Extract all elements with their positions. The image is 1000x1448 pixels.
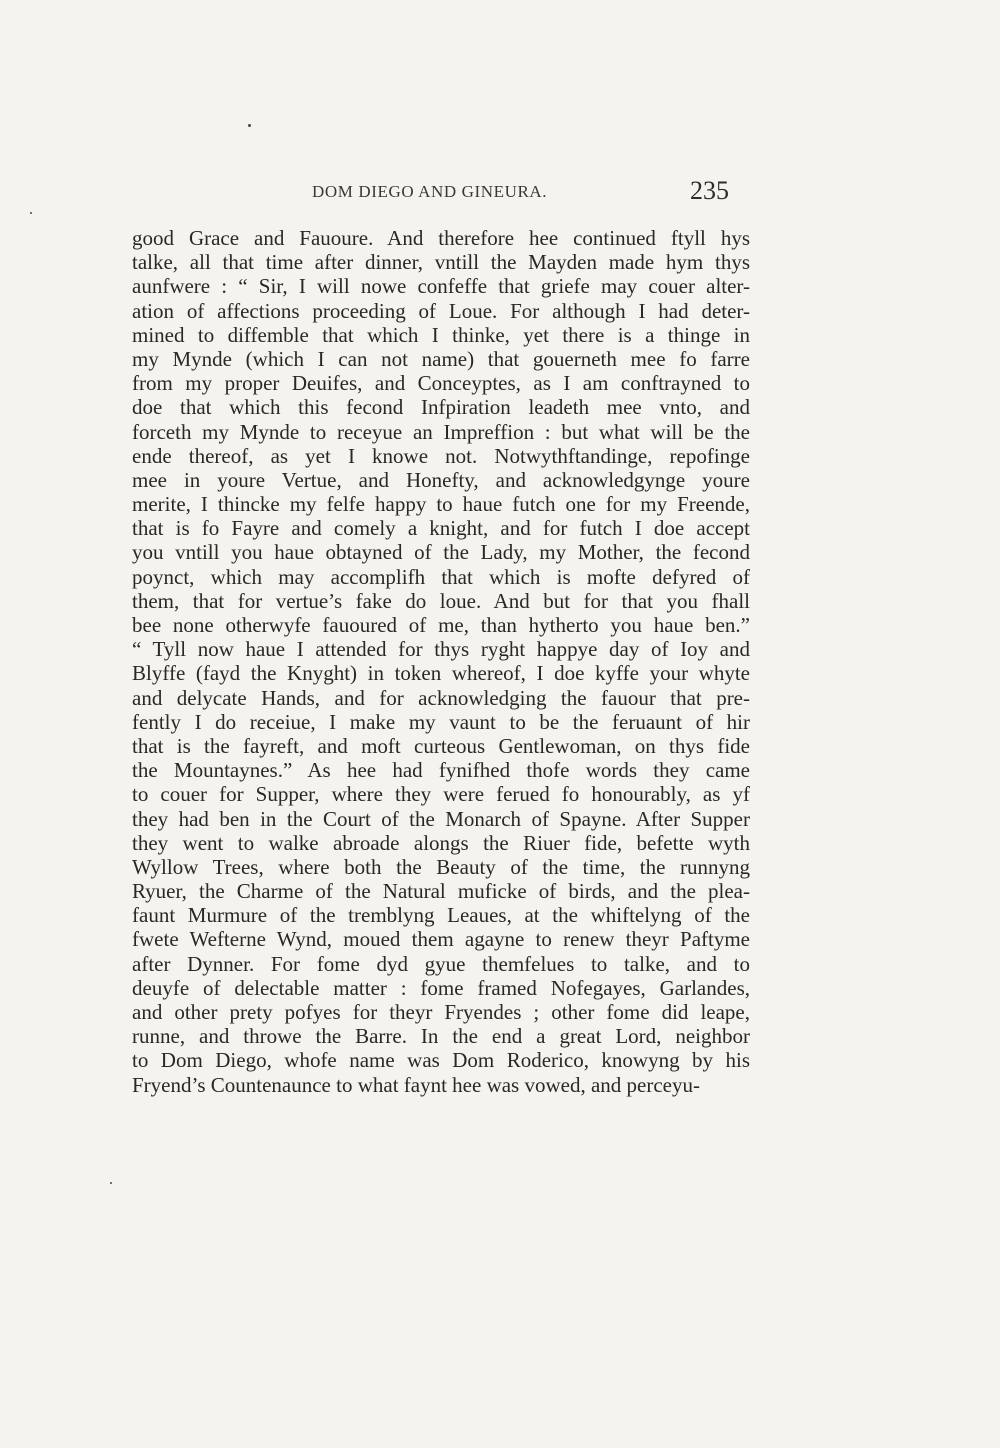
text-line: them, that for vertue’s fake do loue. And but for that you fhall — [132, 588, 750, 613]
text-line: Blyffe (fayd the Knyght) in token whereof, I doe kyffe your whyte — [132, 661, 750, 686]
text-line: poynct, which may accomplifh that which is mofte defyred of — [132, 564, 750, 589]
running-head: DOM DIEGO AND GINEURA. — [312, 182, 548, 201]
page-number: 235 — [690, 176, 729, 205]
text-line: the Mountaynes.” As hee had fynifhed thofe words they came — [132, 758, 750, 783]
text-line: faunt Murmure of the tremblyng Leaues, at the whiftelyng of the — [132, 903, 750, 928]
text-line: deuyfe of delectable matter : fome framed Nofegayes, Garlandes, — [132, 975, 750, 1000]
text-line: they went to walke abroade alongs the Riuer fide, befette wyth — [132, 830, 750, 855]
paper-speck — [30, 212, 32, 214]
text-line: talke, all that time after dinner, vntill the Mayden made hym thys — [132, 250, 750, 275]
text-line: bee none otherwyfe fauoured of me, than hytherto you haue ben.” — [132, 613, 750, 637]
text-line: forceth my Mynde to receyue an Impreffion : but what will be the — [132, 419, 750, 444]
text-line: aunfwere : “ Sir, I will nowe confeffe that griefe may couer alter- — [132, 274, 750, 299]
text-line: good Grace and Fauoure. And therefore hee continued ftyll hys — [132, 226, 750, 250]
text-line: mined to diffemble that which I thinke, yet there is a thinge in — [132, 322, 750, 347]
text-line: to Dom Diego, whofe name was Dom Roderico, knowyng by his — [132, 1048, 750, 1073]
text-line: from my proper Deuifes, and Conceyptes, as I am conftrayned to — [132, 371, 750, 396]
text-line: Fryend’s Countenaunce to what faynt hee was vowed, and perceyu- — [132, 1072, 700, 1097]
text-line: and other prety pofyes for theyr Fryendes ; other fome did leape, — [132, 1000, 750, 1024]
text-line: ation of affections proceeding of Loue. For although I had deter- — [132, 298, 750, 323]
text-line: that is fo Fayre and comely a knight, and for futch I doe accept — [132, 516, 750, 541]
text-line: they had ben in the Court of the Monarch of Spayne. After Supper — [132, 806, 750, 831]
text-line: mee in youre Vertue, and Honefty, and acknowledgynge youre — [132, 467, 750, 492]
paper-speck — [248, 124, 251, 127]
paper-speck — [110, 1182, 112, 1184]
text-line: runne, and throwe the Barre. In the end a great Lord, neighbor — [132, 1024, 750, 1049]
text-line: my Mynde (which I can not name) that gouerneth mee fo farre — [132, 346, 750, 371]
text-line: and delycate Hands, and for acknowledging the fauour that pre- — [132, 685, 750, 710]
body-text — [132, 226, 750, 1097]
text-line: that is the fayreft, and moft curteous Gentlewoman, on thys fide — [132, 733, 750, 758]
text-line: fently I do receiue, I make my vaunt to be the feruaunt of hir — [132, 709, 750, 734]
text-line: you vntill you haue obtayned of the Lady, my Mother, the fecond — [132, 540, 750, 565]
text-line: fwete Wefterne Wynd, moued them agayne to renew theyr Paftyme — [132, 927, 750, 952]
text-line: after Dynner. For fome dyd gyue themfelues to talke, and to — [132, 951, 750, 976]
text-line: “ Tyll now haue I attended for thys ryght happye day of Ioy and — [132, 637, 750, 662]
text-line: merite, I thincke my felfe happy to haue futch one for my Freende, — [132, 492, 750, 517]
text-line: to couer for Supper, where they were ferued fo honourably, as yf — [132, 782, 750, 807]
text-line: Ryuer, the Charme of the Natural muficke of birds, and the plea- — [132, 879, 750, 904]
text-line: Wyllow Trees, where both the Beauty of the time, the runnyng — [132, 854, 750, 879]
text-line: ende thereof, as yet I knowe not. Notwythftandinge, repofinge — [132, 443, 750, 468]
text-line: doe that which this fecond Infpiration leadeth mee vnto, and — [132, 395, 750, 420]
